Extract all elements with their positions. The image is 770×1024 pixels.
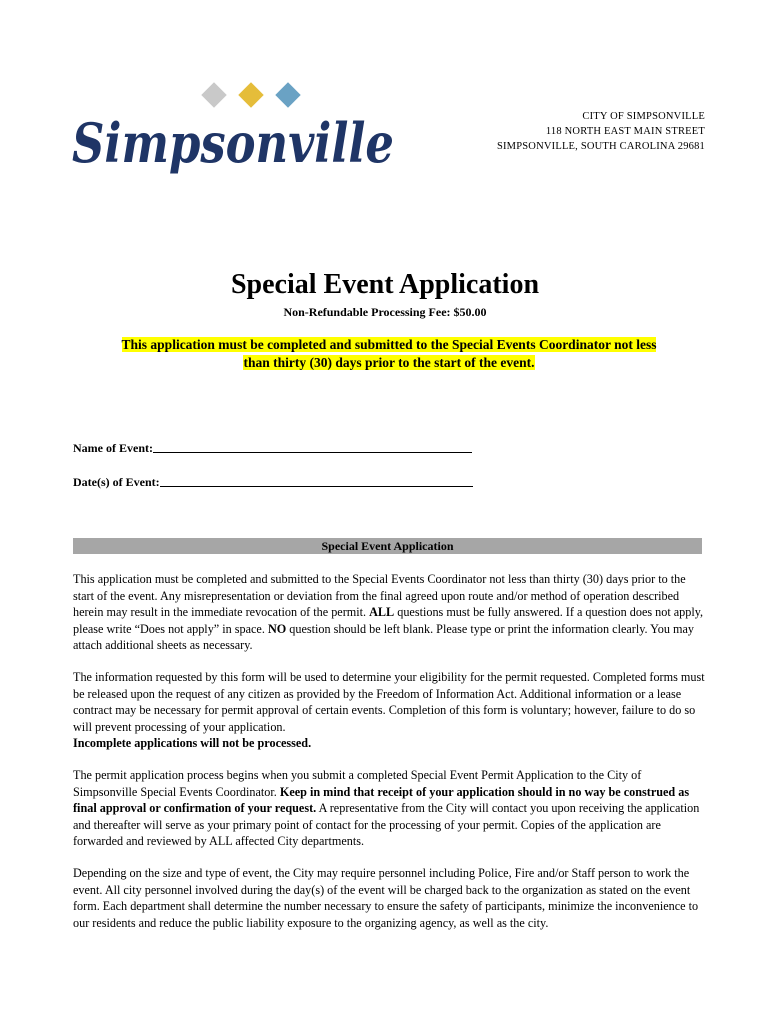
processing-fee: Non-Refundable Processing Fee: $50.00: [283, 305, 487, 319]
notice-line-2: than thirty (30) days prior to the start of the event.: [243, 355, 535, 370]
address-line-state: SIMPSONVILLE, SOUTH CAROLINA 29681: [496, 141, 705, 152]
page-title: Special Event Application: [230, 269, 540, 300]
simpsonville-logo-graphic: [70, 78, 400, 178]
submission-notice: [74, 336, 704, 372]
yellow-diamond-icon: [238, 82, 263, 107]
event-dates-input-line[interactable]: [160, 474, 473, 487]
paragraph-3: The permit application process begins when you submit a completed Special Event Permit Application to the City of Simpsonville Special Events Coordinator. Keep in mind that receipt of your application should in no way be construed as final approval or confirmation of your request. A representative from the City will contact you upon receiving the application and thereafter will serve as your primary point of contact for the processing of your permit. Copies of the application are forwarded and reviewed by ALL affected City departments.: [73, 767, 700, 849]
city-address: [497, 109, 705, 154]
address-line-city: CITY OF SIMPSONVILLE: [582, 111, 705, 122]
paragraph-4: Depending on the size and type of event, the City may require personnel including Police, Fire and/or Staff person to work the event. All city personnel involved during the day(s) of the event will be charged back to the organization as stated on the event form. Each department shall determine the number necessary to ensure the safety of participants, minimize the inconvenience to our residents and reduce the public liability exposure to the organizing agency, as well as the city.: [73, 865, 699, 930]
logo-wordmark: Simpsonville: [72, 111, 394, 175]
simpsonville-logo: [70, 78, 400, 178]
notice-line-1: This application must be completed and submitted to the Special Events Coordinator not less: [121, 337, 657, 352]
paragraph-1: This application must be completed and submitted to the Special Events Coordinator not less than thirty (30) days prior to the start of the event. Any misrepresentation or deviation from the final agreed upon route and/or method of operation described herein may result in the immediate revocation of the permit. ALL questions must be fully answered. If a question does not apply, please write “Does not apply” in space. NO question should be left blank. Please type or print the information clearly. You may attach additional sheets as necessary.: [73, 572, 704, 653]
event-name-input-line[interactable]: [153, 440, 472, 453]
event-dates-field: [73, 474, 473, 490]
event-name-field: [73, 440, 472, 456]
instructions-body: [73, 571, 706, 946]
paragraph-2: The information requested by this form will be used to determine your eligibility for the permit requested. Completed forms must be released upon the request of any citizen as provided by the Freedom of Information Act. Additional information or a lease contract may be necessary for permit approval of certain events. Completion of this form is voluntary; however, failure to do so will prevent processing of your application. Incomplete applications will not be processed.: [73, 669, 705, 751]
section-header: Special Event Application: [73, 538, 702, 554]
address-line-street: 118 NORTH EAST MAIN STREET: [545, 126, 705, 137]
event-name-label: Name of Event:: [73, 441, 153, 455]
blue-diamond-icon: [275, 82, 300, 107]
gray-diamond-icon: [201, 82, 226, 107]
event-dates-label: Date(s) of Event:: [73, 475, 160, 489]
